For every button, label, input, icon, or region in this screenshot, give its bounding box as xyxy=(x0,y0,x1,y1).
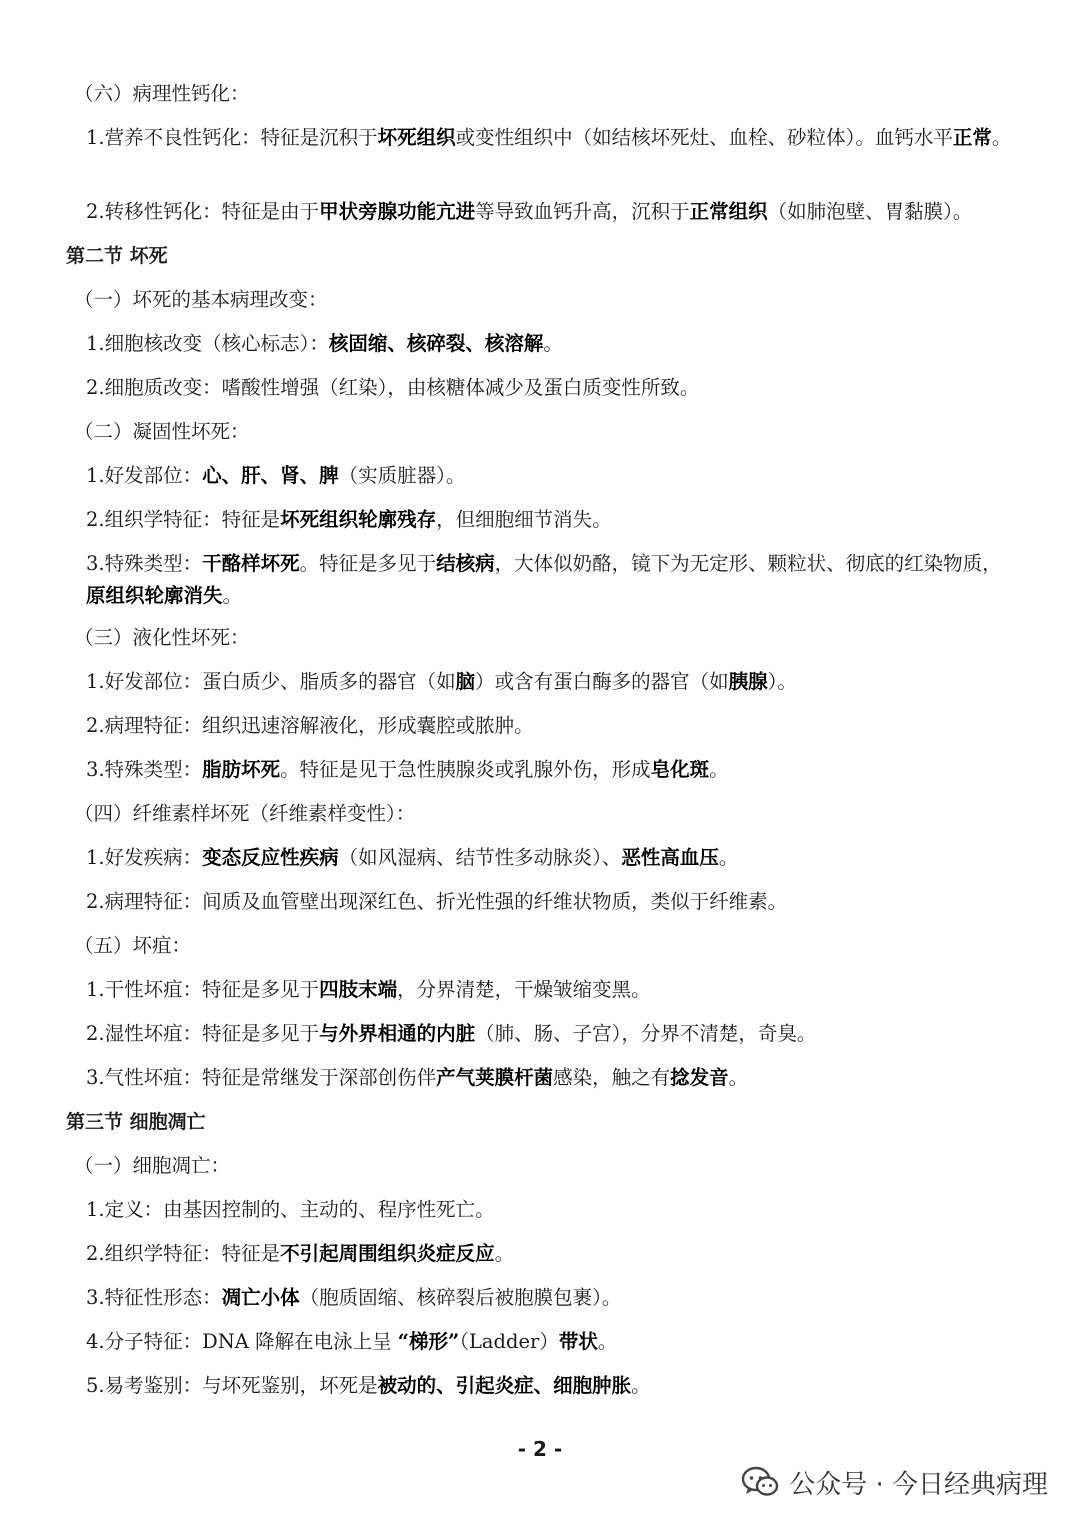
list-item xyxy=(66,1370,1020,1402)
subsection-heading xyxy=(66,930,1020,962)
list-item xyxy=(66,842,1020,874)
subsection-heading xyxy=(66,78,1020,110)
text: 2.细胞质改变：嗜酸性增强（红染），由核糖体减少及蛋白质变性所致。 xyxy=(86,376,700,399)
subsection-heading xyxy=(66,798,1020,830)
text: 2.湿性坏疽：特征是多见于 xyxy=(86,1022,320,1045)
bold-text: 正常组织 xyxy=(689,200,768,223)
bold-text: 甲状旁腺功能亢进 xyxy=(319,200,476,223)
text: 。特征是见于急性胰腺炎或乳腺外伤，形成 xyxy=(280,758,651,781)
text: 1.营养不良性钙化：特征是沉积于 xyxy=(86,126,378,149)
list-item xyxy=(66,1238,1020,1270)
text: 感染，触之有 xyxy=(553,1066,671,1089)
text: （如风湿病、结节性多动脉炎）、 xyxy=(338,846,622,869)
text: （三）液化性坏死： xyxy=(74,626,250,649)
text: 。 xyxy=(718,846,739,869)
list-item xyxy=(66,1018,1020,1050)
text: 2.转移性钙化：特征是由于 xyxy=(86,200,320,223)
text: 2.组织学特征：特征是 xyxy=(86,1242,281,1265)
text: 。 xyxy=(543,332,563,355)
text: 。 xyxy=(597,1330,618,1353)
text: 1.干性坏疽：特征是多见于 xyxy=(86,978,320,1001)
bold-text: 胰腺 xyxy=(728,670,768,693)
text: 3.特殊类型： xyxy=(86,758,203,781)
list-item xyxy=(66,328,1020,360)
text: 4.分子特征：DNA 降解在电泳上呈 xyxy=(86,1330,398,1353)
text: （五）坏疽： xyxy=(74,934,192,957)
text: 等导致血钙升高，沉积于 xyxy=(475,200,690,223)
text: 。特征是多见于 xyxy=(299,552,437,575)
subsection-heading xyxy=(66,416,1020,448)
text: 1.好发部位： xyxy=(86,464,203,487)
bold-text: 皂化斑 xyxy=(650,758,710,781)
list-item xyxy=(66,886,1020,918)
bold-text: 捻发音 xyxy=(670,1066,729,1089)
text: （肺、肠、子宫），分界不清楚，奇臭。 xyxy=(475,1022,817,1045)
bold-text: 核固缩、核碎裂、核溶解 xyxy=(328,332,544,355)
text: （二）凝固性坏死： xyxy=(74,420,250,443)
text: ，但细胞细节消失。 xyxy=(436,508,612,531)
text: 。 xyxy=(728,1066,749,1089)
text: 或变性组织中（如结核坏死灶、血栓、砂粒体）。血钙水平 xyxy=(455,126,953,149)
text: （四）纤维素样坏死（纤维素样变性）： xyxy=(74,802,416,825)
text: 。 xyxy=(991,126,1012,149)
text: 1.好发疾病： xyxy=(86,846,203,869)
list-item xyxy=(66,122,1020,154)
text: 1.细胞核改变（核心标志）： xyxy=(86,332,329,355)
bold-text: 结核病 xyxy=(436,552,495,575)
bold-text: 不引起周围组织炎症反应 xyxy=(280,1242,495,1265)
text: （胞质固缩、核碎裂后被胞膜包裹）。 xyxy=(299,1286,622,1309)
subsection-heading xyxy=(66,1150,1020,1182)
text: 。 xyxy=(709,758,729,781)
list-item xyxy=(66,754,1020,786)
text: 1.好发部位：蛋白质少、脂质多的器官（如 xyxy=(86,670,456,693)
text: （实质脏器）。 xyxy=(338,464,466,487)
list-item xyxy=(66,504,1020,536)
text: 。 xyxy=(222,584,243,607)
text: 第三节 细胞凋亡 xyxy=(66,1111,206,1133)
text: 第二节 坏死 xyxy=(66,245,168,267)
list-item xyxy=(66,1062,1020,1094)
text: （如肺泡壁、胃黏膜）。 xyxy=(767,200,973,223)
text: 。 xyxy=(494,1242,515,1265)
bold-text: 脑 xyxy=(455,670,476,693)
text: （Ladder） xyxy=(459,1330,559,1353)
bold-text: 坏死组织轮廓残存 xyxy=(280,508,437,531)
list-item xyxy=(66,548,1020,612)
list-item xyxy=(66,666,1020,698)
section-heading xyxy=(66,1106,1020,1138)
bold-text: 脂肪坏死 xyxy=(202,758,281,781)
bold-text: 正常 xyxy=(952,126,992,149)
watermark xyxy=(741,1462,1048,1502)
text: ，分界清楚，干燥皱缩变黑。 xyxy=(397,978,651,1001)
text: 3.特征性形态： xyxy=(86,1286,222,1309)
bold-text: 干酪样坏死 xyxy=(202,552,300,575)
text: （六）病理性钙化： xyxy=(74,82,250,105)
subsection-heading xyxy=(66,284,1020,316)
bold-text: 凋亡小体 xyxy=(221,1286,300,1309)
text: 2.组织学特征：特征是 xyxy=(86,508,281,531)
list-item xyxy=(66,1282,1020,1314)
list-item xyxy=(66,1326,1020,1358)
list-item xyxy=(66,974,1020,1006)
text: ）。 xyxy=(767,670,797,693)
bold-text: “梯形” xyxy=(397,1330,460,1353)
bold-text: 与外界相通的内脏 xyxy=(319,1022,476,1045)
text: 2.病理特征：间质及血管壁出现深红色、折光性强的纤维状物质，类似于纤维素。 xyxy=(86,890,788,913)
bold-text: 四肢末端 xyxy=(319,978,398,1001)
bold-text: 被动的、引起炎症、细胞肿胀 xyxy=(377,1374,632,1397)
bold-text: 坏死组织 xyxy=(377,126,456,149)
list-item xyxy=(66,372,1020,404)
wechat-icon xyxy=(741,1466,779,1498)
text: 。 xyxy=(631,1374,651,1397)
text: 3.特殊类型： xyxy=(86,552,203,575)
bold-text: 恶性高血压 xyxy=(621,846,719,869)
list-item xyxy=(66,460,1020,492)
list-item xyxy=(66,710,1020,742)
text: 1.定义：由基因控制的、主动的、程序性死亡。 xyxy=(86,1198,495,1221)
bold-text: 产气荚膜杆菌 xyxy=(436,1066,554,1089)
text: ）或含有蛋白酶多的器官（如 xyxy=(475,670,729,693)
text: （一）细胞凋亡： xyxy=(74,1154,231,1177)
text: 3.气性坏疽：特征是常继发于深部创伤伴 xyxy=(86,1066,437,1089)
bold-text: 原组织轮廓消失 xyxy=(86,584,223,607)
text: （一）坏死的基本病理改变： xyxy=(74,288,328,311)
watermark-text: 公众号 · 今日经典病理 xyxy=(789,1469,1048,1500)
section-heading xyxy=(66,240,1020,272)
page-number: - 2 - xyxy=(517,1437,563,1461)
text: 2.病理特征：组织迅速溶解液化，形成囊腔或脓肿。 xyxy=(86,714,534,737)
bold-text: 带状 xyxy=(558,1330,598,1353)
subsection-heading xyxy=(66,622,1020,654)
list-item xyxy=(66,196,1020,228)
list-item xyxy=(66,1194,1020,1226)
bold-text: 变态反应性疾病 xyxy=(202,846,339,869)
text: 5.易考鉴别：与坏死鉴别，坏死是 xyxy=(86,1374,378,1397)
text: ，大体似奶酪，镜下为无定形、颗粒状、彻底的红染物质， xyxy=(494,552,1002,575)
bold-text: 心、肝、肾、脾 xyxy=(202,464,339,487)
